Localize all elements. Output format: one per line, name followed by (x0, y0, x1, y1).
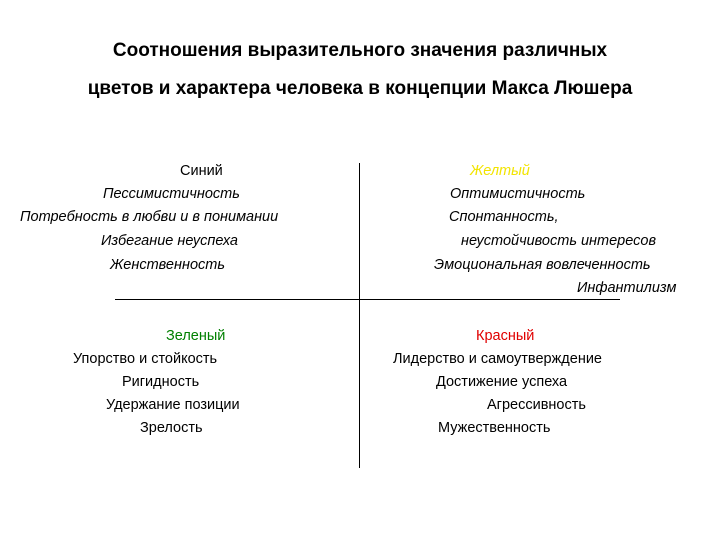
yellow-trait-3: неустойчивость интересов (461, 233, 657, 249)
blue-trait-2: Потребность в любви и в понимании (20, 209, 279, 225)
green-trait-1: Упорство и стойкость (73, 351, 218, 367)
blue-quadrant-header: Синий (180, 163, 223, 179)
yellow-trait-1: Оптимистичность (450, 186, 586, 202)
horizontal-divider (115, 299, 620, 300)
blue-trait-3: Избегание неуспеха (101, 233, 238, 249)
yellow-trait-5: Инфантилизм (577, 280, 677, 296)
green-trait-3: Удержание позиции (106, 397, 240, 413)
yellow-quadrant-header: Желтый (470, 163, 530, 179)
green-trait-4: Зрелость (140, 420, 203, 436)
green-quadrant-header: Зеленый (166, 328, 226, 344)
red-trait-3: Агрессивность (487, 397, 586, 413)
red-quadrant-header: Красный (476, 328, 535, 344)
blue-trait-1: Пессимистичность (103, 186, 240, 202)
yellow-trait-4: Эмоциональная вовлеченность (434, 257, 651, 273)
green-trait-2: Ригидность (122, 374, 200, 390)
slide-title-line-2: цветов и характера человека в концепции Макса Люшера (87, 78, 633, 99)
red-trait-4: Мужественность (438, 420, 551, 436)
red-trait-1: Лидерство и самоутверждение (393, 351, 602, 367)
red-trait-2: Достижение успеха (436, 374, 568, 390)
slide-title-line-1: Соотношения выразительного значения различных (112, 40, 608, 61)
blue-trait-4: Женственность (110, 257, 225, 273)
vertical-divider (359, 163, 360, 468)
yellow-trait-2: Спонтанность, (449, 209, 559, 225)
